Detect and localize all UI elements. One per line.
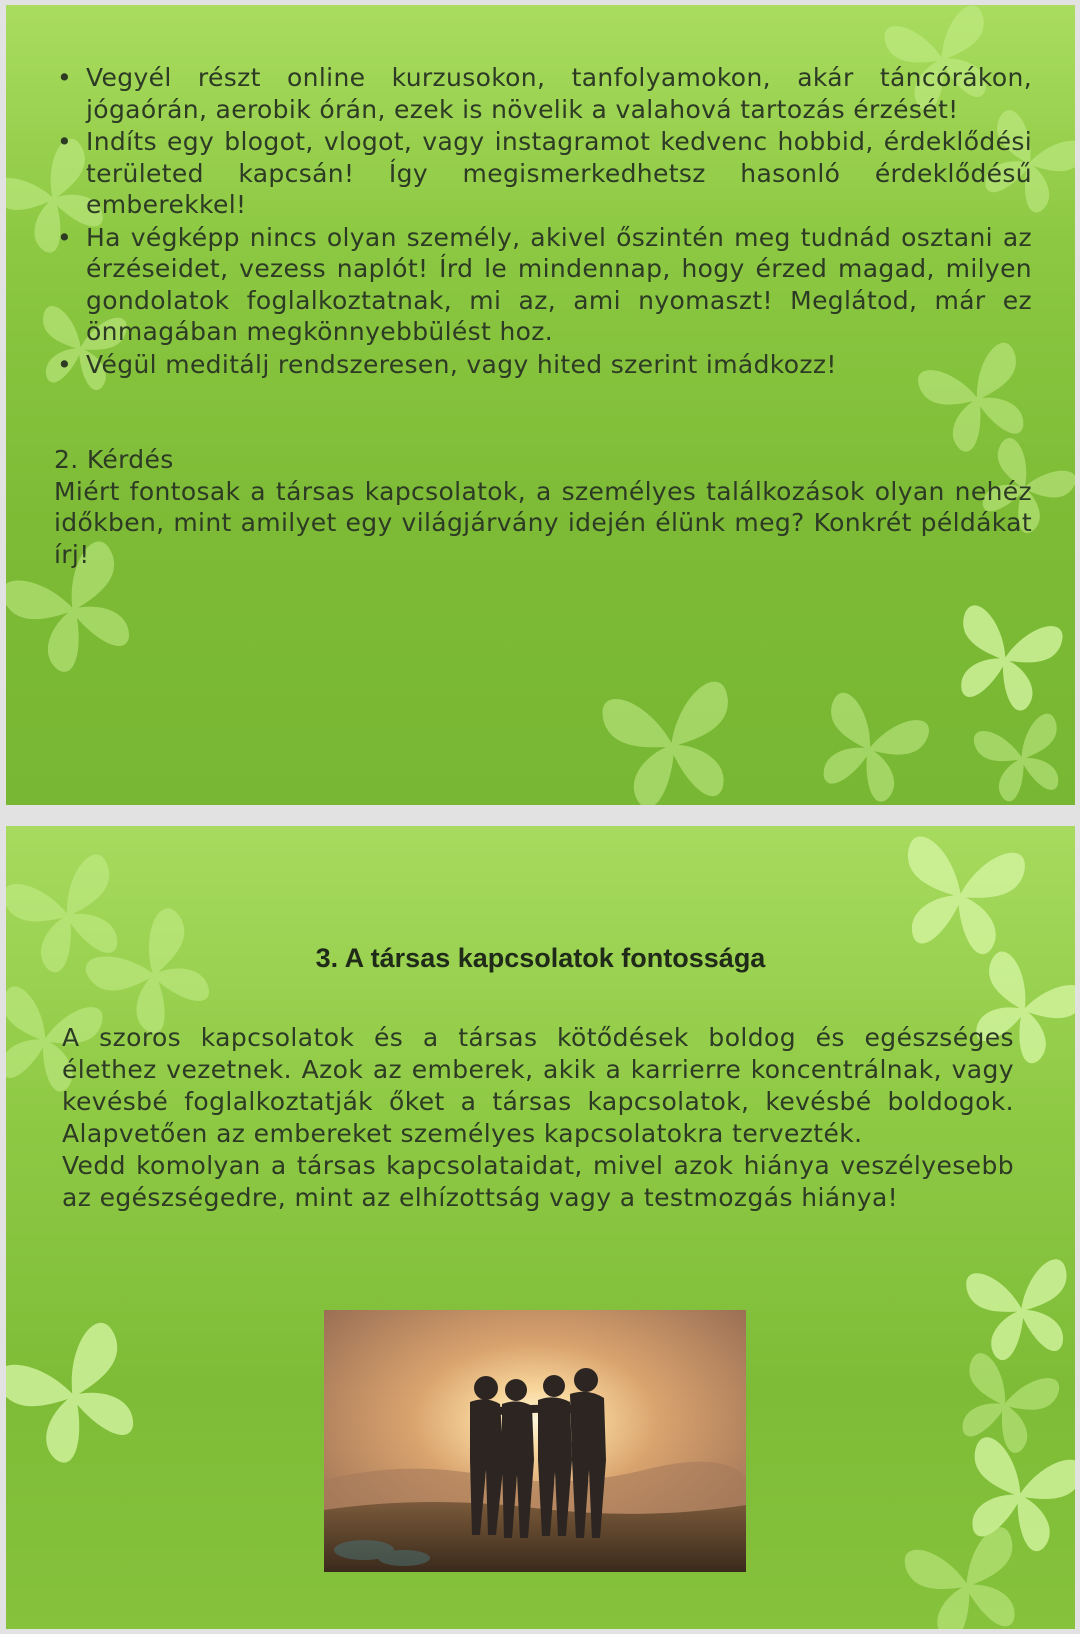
friends-sunset-photo xyxy=(324,1310,746,1572)
bullet-icon: • xyxy=(57,127,73,156)
slide-2 xyxy=(6,826,1075,1629)
butterfly-decoration-icon xyxy=(955,692,1075,805)
butterfly-decoration-icon xyxy=(789,666,952,805)
butterfly-decoration-icon xyxy=(6,1291,171,1490)
question-text: Miért fontosak a társas kapcsolatok, a személyes találkozások olyan nehéz időkben, mint amilyet egy világjárvány idején élünk meg? Konkrét példákat írj! xyxy=(54,476,1032,569)
bullet-icon: • xyxy=(57,349,73,379)
slide2-body xyxy=(62,1022,1014,1214)
list-item: • Végül meditálj rendszeresen, vagy hited szerint imádkozz! xyxy=(57,349,837,379)
paragraph: Vedd komolyan a társas kapcsolataidat, mivel azok hiánya veszélyesebb az egészségedre, mint az elhízottság vagy a testmozgás hiánya! xyxy=(62,1151,1014,1212)
butterfly-decoration-icon xyxy=(574,651,767,805)
slide-1 xyxy=(6,5,1075,805)
question-heading: 2. Kérdés xyxy=(54,445,174,474)
bullet-icon: • xyxy=(57,222,73,252)
page-title: 3. A társas kapcsolatok fontossága xyxy=(315,943,766,973)
butterfly-decoration-icon xyxy=(872,1498,1060,1629)
paragraph: A szoros kapcsolatok és a társas kötődések boldog és egészséges élethez vezetnek. Azok az emberek, akik a karrierre koncentrálnak, vagy kevésbé foglalkoztatják őket a társas kapcsolatok, kevésbé boldogok. Alapvetően az embereket személyes kapcsolatokra tervezték. xyxy=(62,1023,1014,1148)
slide1-body xyxy=(54,62,1032,570)
list-item: • Vegyél részt online kurzusokon, tanfolyamokon, akár táncórákon, jógaórán, aerobik órán, ezek is növelik a valahová tartozás érzését! xyxy=(57,63,1032,124)
tips-list xyxy=(54,62,1032,380)
question-block xyxy=(54,444,1032,570)
list-item: • Ha végképp nincs olyan személy, akivel őszintén meg tudnád osztani az érzéseidet, vezess naplót! Írd le mindennap, hogy érzed magad, milyen gondolatok foglalkoztatnak, mi az, ami nyomaszt! Meglátod, már ez önmagában megkönnyebbülést hoz. xyxy=(57,222,1032,346)
list-item: • Indíts egy blogot, vlogot, vagy instagramot kedvenc hobbid, érdeklődési területed kapcsán! Így megismerkedhetsz hasonló érdeklődésű emberekkel! xyxy=(57,127,1032,219)
bullet-icon: • xyxy=(57,63,73,92)
